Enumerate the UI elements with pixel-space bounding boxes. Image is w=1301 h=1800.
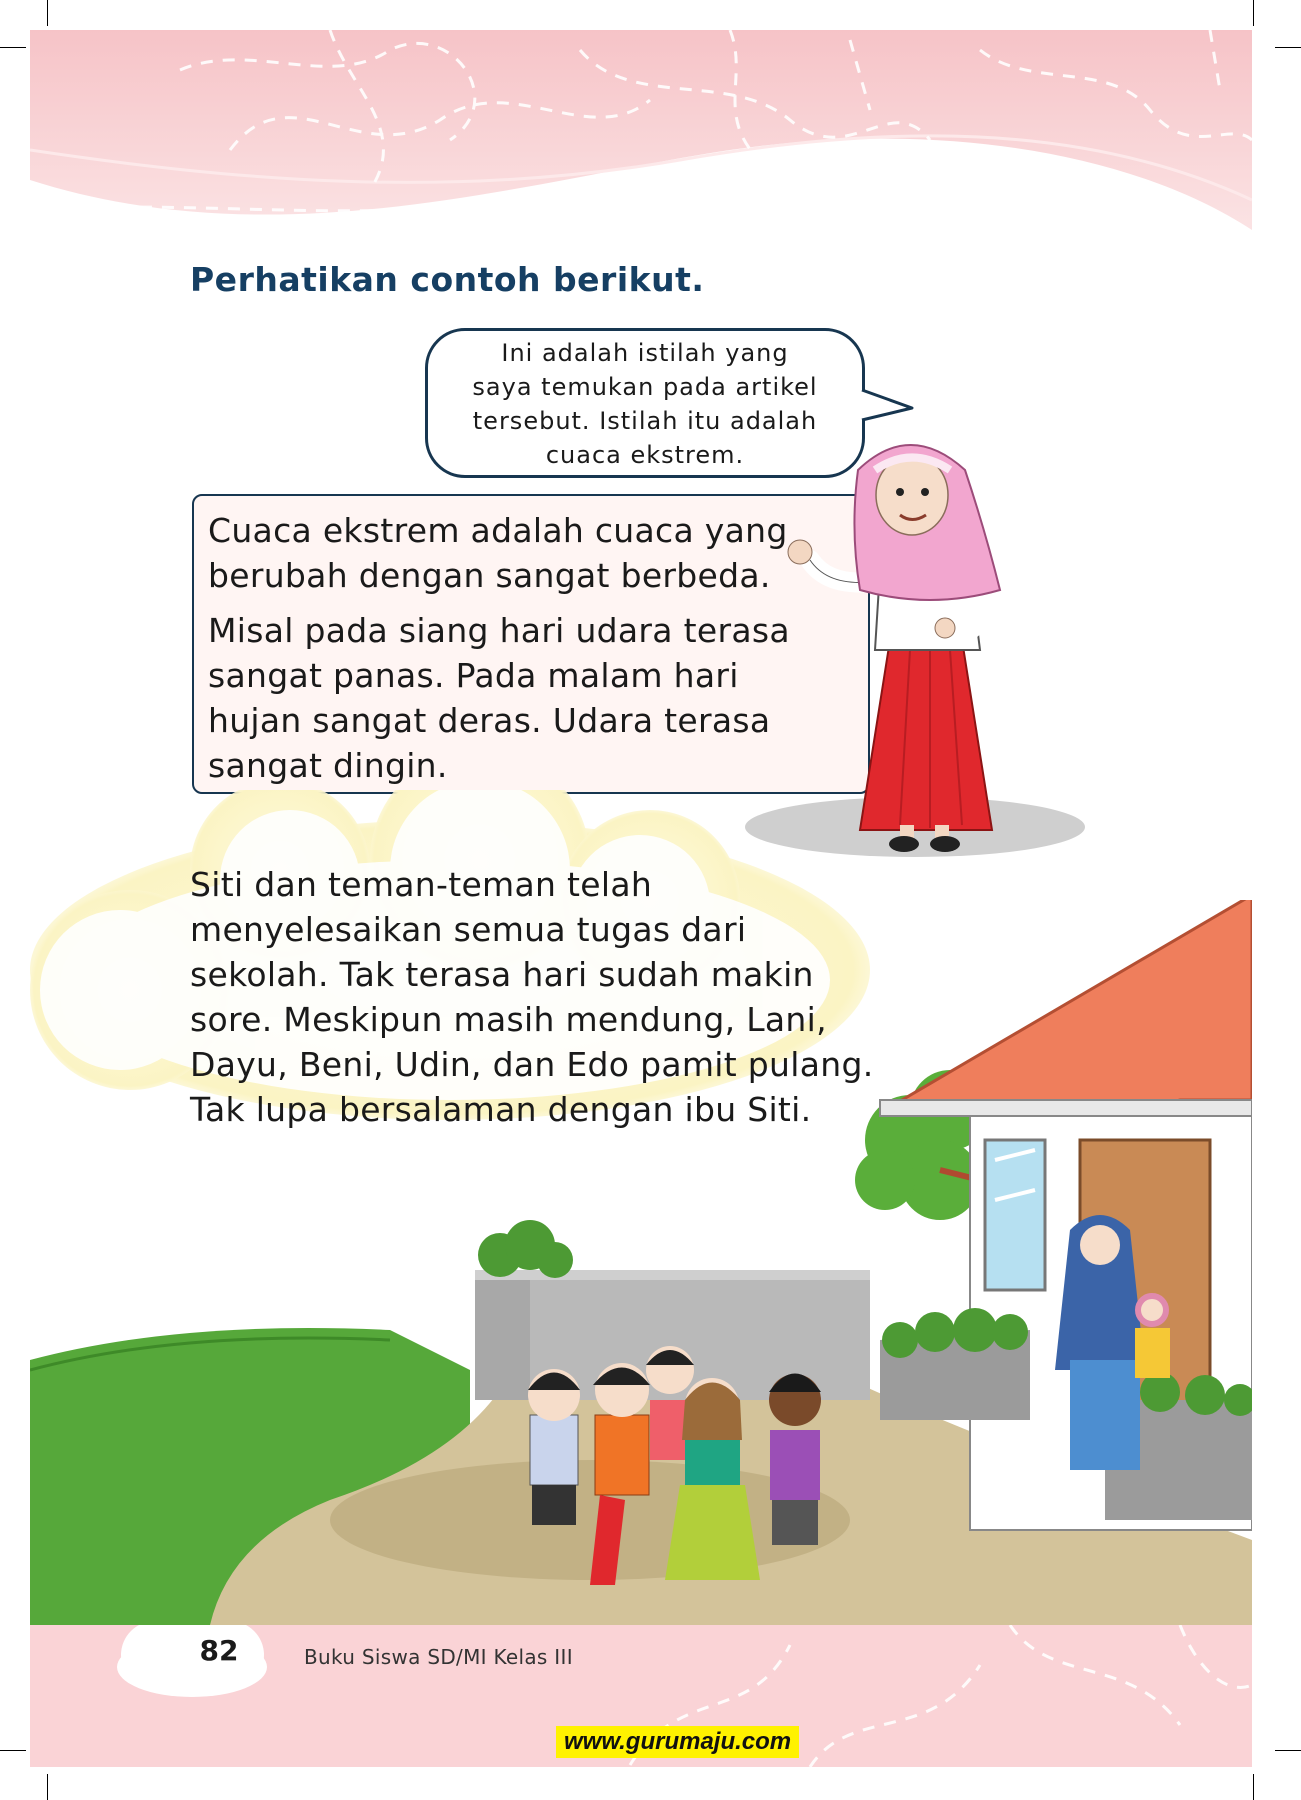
- definition-line: Misal pada siang hari udara terasa: [208, 611, 790, 650]
- crop-mark-bottom-left: [0, 1750, 26, 1751]
- crop-mark-top-left: [0, 47, 26, 48]
- book-title: Buku Siswa SD/MI Kelas III: [304, 1645, 573, 1669]
- story-line: Dayu, Beni, Udin, dan Edo pamit pulang.: [190, 1045, 874, 1084]
- speech-bubble-tail: [860, 388, 920, 428]
- header-decoration: [30, 30, 1252, 240]
- definition-line: sangat dingin.: [208, 746, 448, 785]
- page-heading: Perhatikan contoh berikut.: [190, 260, 705, 299]
- bubble-line: cuaca ekstrem.: [545, 441, 745, 469]
- page-number: 82: [199, 1634, 239, 1667]
- house-scene-illustration: [30, 900, 1252, 1625]
- crop-mark-top-left-v: [47, 0, 48, 26]
- story-line: menyelesaikan semua tugas dari: [190, 910, 747, 949]
- bubble-line: saya temukan pada artikel: [472, 373, 818, 401]
- crop-mark-top-right: [1275, 47, 1301, 48]
- story-line: sekolah. Tak terasa hari sudah makin: [190, 955, 814, 994]
- website-link[interactable]: www.gurumaju.com: [556, 1726, 799, 1758]
- crop-mark-bottom-right: [1275, 1750, 1301, 1751]
- bubble-line: tersebut. Istilah itu adalah: [472, 407, 818, 435]
- crop-mark-bottom-right-v: [1253, 1774, 1254, 1800]
- story-line: Tak lupa bersalaman dengan ibu Siti.: [190, 1090, 812, 1129]
- story-line: sore. Meskipun masih mendung, Lani,: [190, 1000, 827, 1039]
- definition-line: Cuaca ekstrem adalah cuaca yang: [208, 511, 788, 550]
- story-line: Siti dan teman-teman telah: [190, 865, 653, 904]
- bubble-line: Ini adalah istilah yang: [501, 339, 789, 367]
- crop-mark-top-right-v: [1253, 0, 1254, 26]
- definition-line: berubah dengan sangat berbeda.: [208, 556, 771, 595]
- crop-mark-bottom-left-v: [47, 1774, 48, 1800]
- definition-line: sangat panas. Pada malam hari: [208, 656, 739, 695]
- definition-line: hujan sangat deras. Udara terasa: [208, 701, 771, 740]
